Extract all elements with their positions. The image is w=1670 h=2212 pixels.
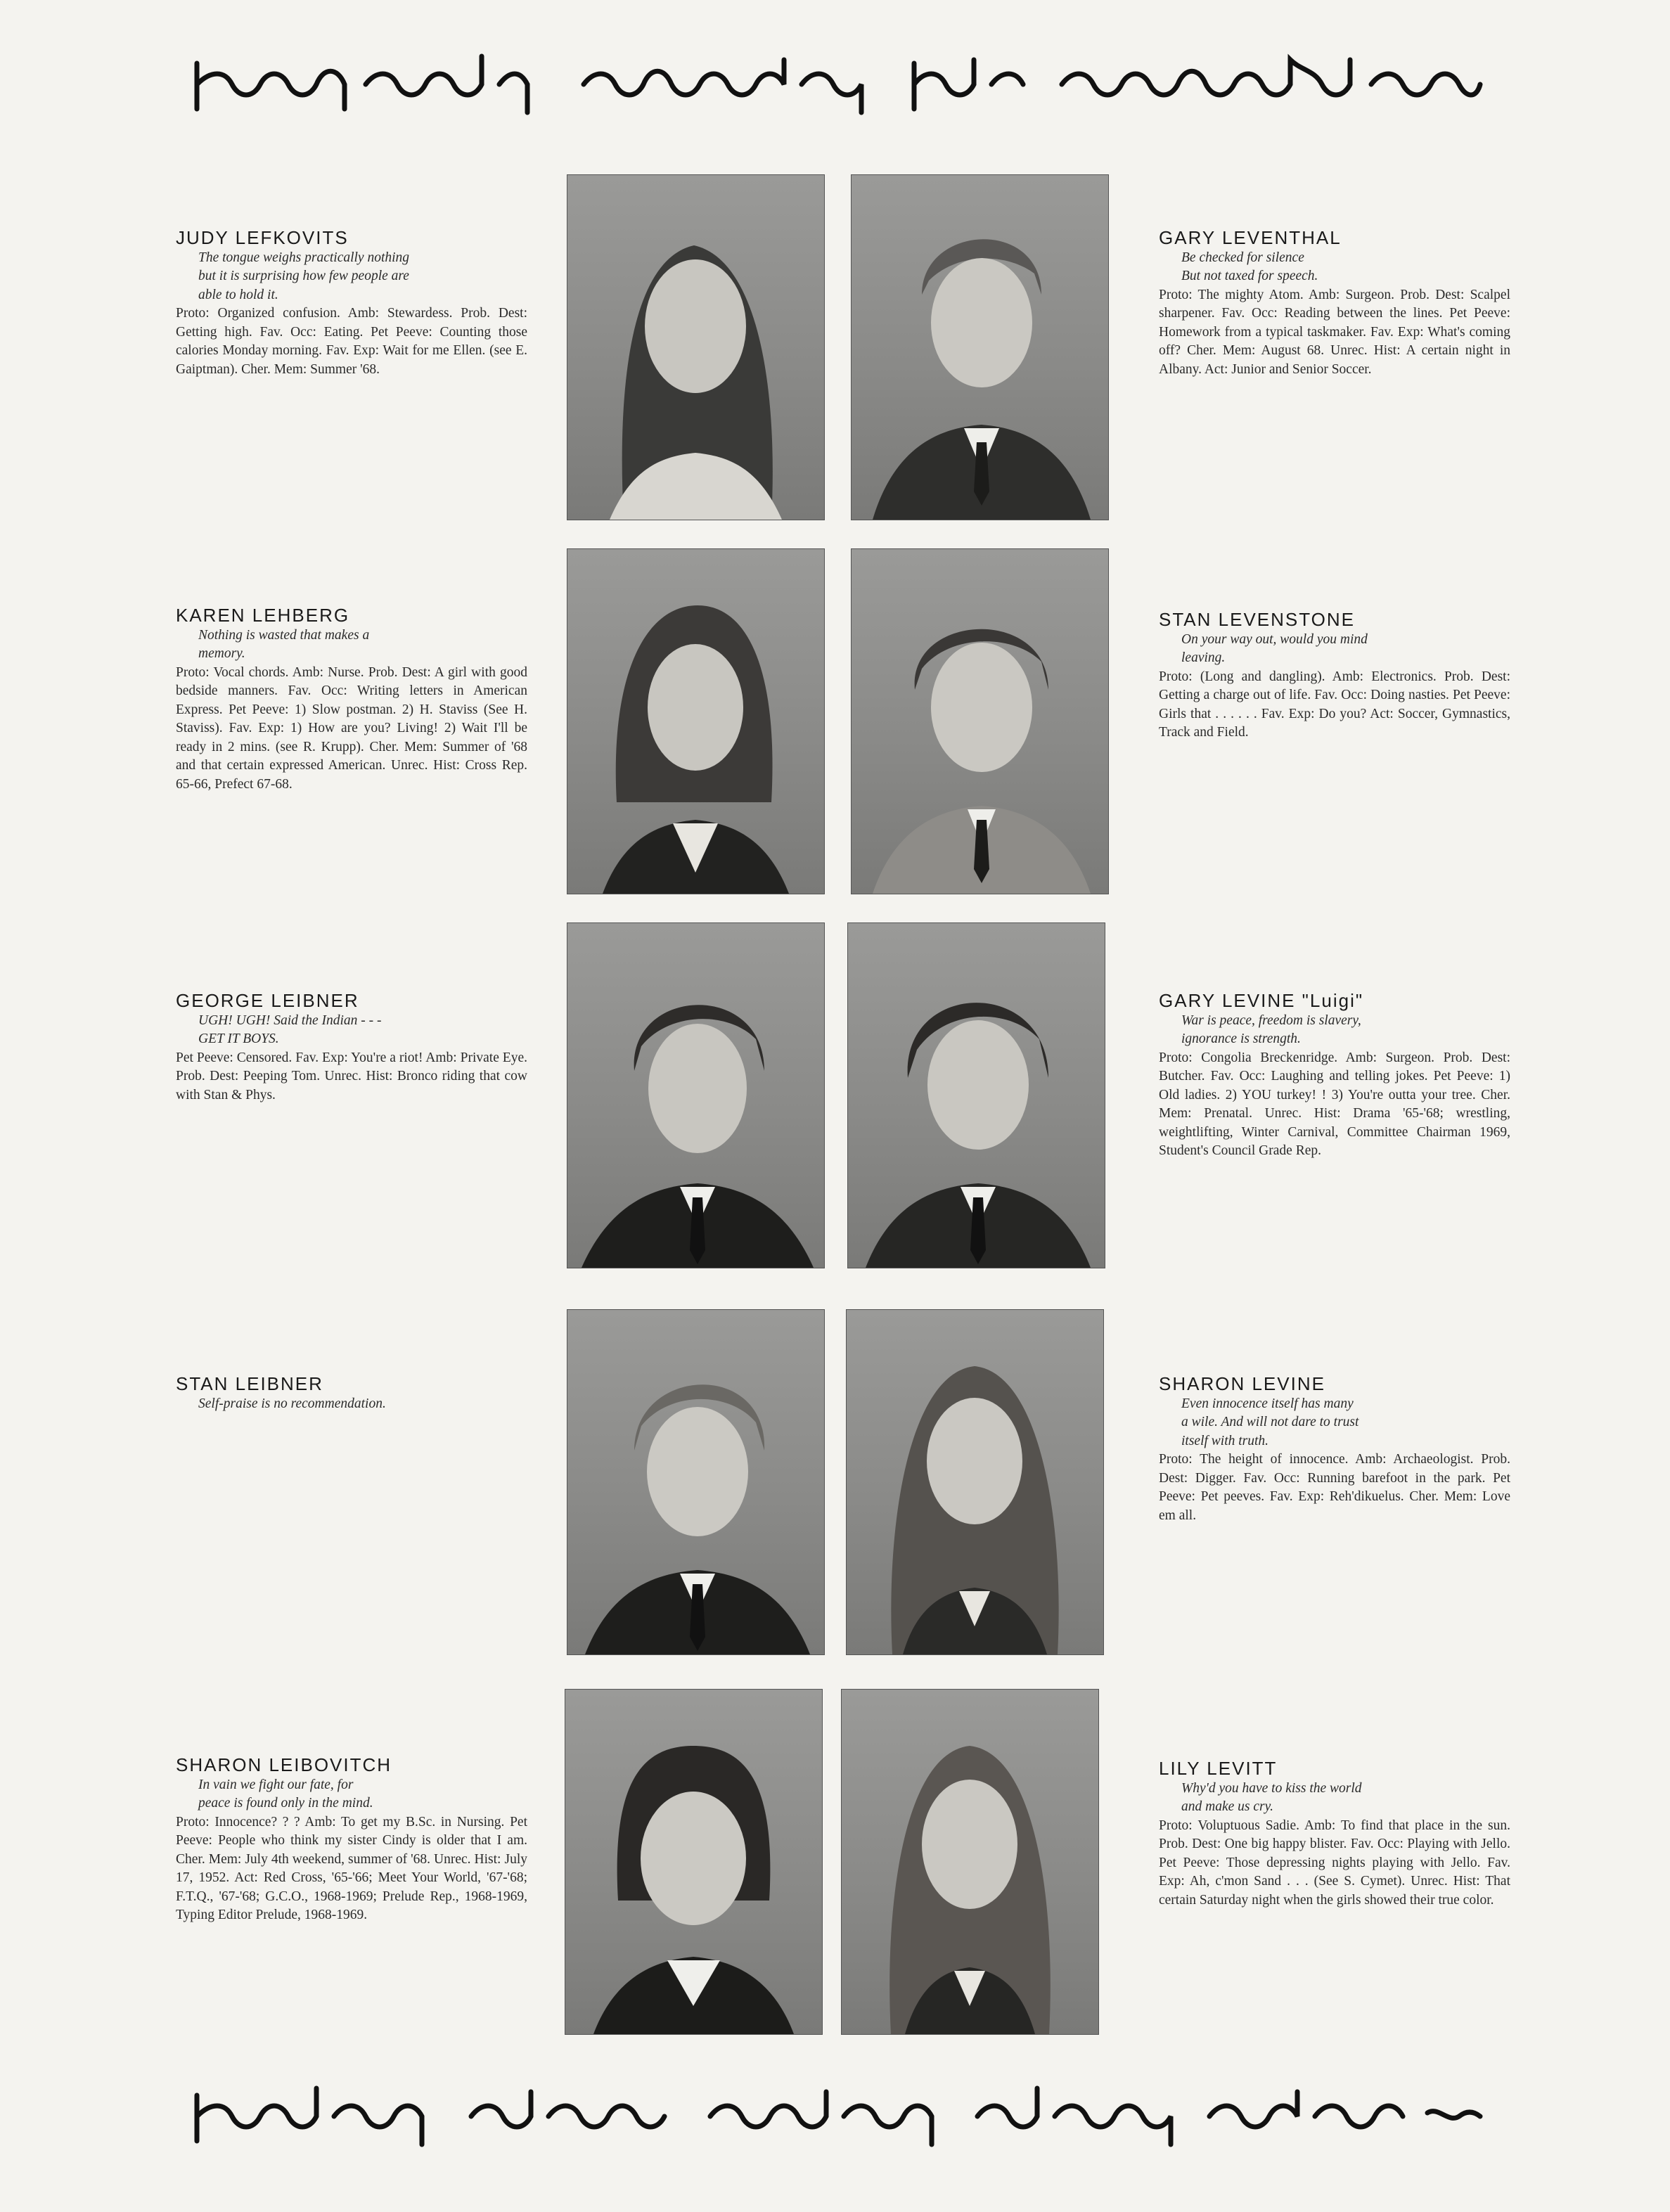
student-bio bbox=[1159, 1375, 1510, 1525]
student-name: STAN LEIBNER bbox=[176, 1373, 323, 1394]
portrait-photo bbox=[565, 1689, 823, 2035]
student-name: GARY LEVENTHAL bbox=[1159, 227, 1342, 248]
calligraphy-script-icon bbox=[190, 42, 1484, 127]
student-quote: Self-praise is no recommendation. bbox=[198, 1396, 386, 1411]
student-name: GEORGE LEIBNER bbox=[176, 990, 359, 1011]
student-bio bbox=[1159, 991, 1510, 1161]
calligraphy-banner-bottom bbox=[190, 2074, 1484, 2159]
portrait-photo bbox=[846, 1309, 1104, 1655]
student-bio bbox=[1159, 1759, 1510, 1910]
student-quote: Nothing is wasted that makes a memory. bbox=[198, 627, 370, 661]
student-bio bbox=[176, 991, 527, 1105]
portrait-photo bbox=[841, 1689, 1099, 2035]
student-details: Pet Peeve: Censored. Fav. Exp: You're a riot! Amb: Private Eye. Prob. Dest: Peeping Tom. Unrec. Hist: Bronco riding that cow with Stan & Phys. bbox=[176, 1050, 527, 1102]
student-quote: On your way out, would you mind leaving. bbox=[1181, 631, 1368, 665]
student-name: GARY LEVINE "Luigi" bbox=[1159, 990, 1364, 1011]
portrait-photo-icon bbox=[567, 549, 824, 894]
portrait-photo bbox=[847, 922, 1105, 1268]
calligraphy-script-icon bbox=[190, 2074, 1484, 2159]
student-quote: UGH! UGH! Said the Indian - - - GET IT BOYS. bbox=[198, 1012, 382, 1046]
student-quote: Why'd you have to kiss the world and make us cry. bbox=[1181, 1780, 1362, 1814]
portrait-photo-icon bbox=[565, 1690, 822, 2034]
student-details: Proto: Vocal chords. Amb: Nurse. Prob. Dest: A girl with good bedside manners. Fav. Occ: Writing letters in American Express. Pet Peeve: 1) Slow postman. 2) H. Staviss (See H. Staviss). Fav. Exp: 1) How are you? Living! 2) Wait I'll be ready in 2 mins. (see R. Krupp). Cher. Mem: Summer of '68 and that certain expressed American. Unrec. Hist: Cross Rep. 65-66, Prefect 67-68. bbox=[176, 664, 527, 792]
portrait-photo-icon bbox=[852, 549, 1108, 894]
portrait-photo bbox=[567, 922, 825, 1268]
student-details: Proto: Organized confusion. Amb: Stewardess. Prob. Dest: Getting high. Fav. Occ: Eating. Pet Peeve: Counting those calories Monday morning. Fav. Exp: Wait for me Ellen. (see E. Gaiptman). Cher. Mem: Summer '68. bbox=[176, 306, 527, 377]
portrait-photo-icon bbox=[567, 1310, 824, 1654]
student-bio bbox=[1159, 229, 1510, 379]
student-details: Proto: Congolia Breckenridge. Amb: Surgeon. Prob. Dest: Butcher. Fav. Occ: Laughing and telling jokes. Pet Peeve: 1) Old ladies. 2) YOU turkey! ! 3) You're outta your tree. Cher. Mem: Prenatal. Unrec. Hist: Drama '65-'68; wrestling, weightlifting, Winter Carnival, Committee Chairman 1969, Student's Council Grade Rep. bbox=[1159, 1050, 1510, 1158]
student-quote: In vain we fight our fate, for peace is found only in the mind. bbox=[198, 1777, 373, 1811]
student-details: Proto: The mighty Atom. Amb: Surgeon. Prob. Dest: Scalpel sharpener. Fav. Occ: Reading between the lines. Pet Peeve: Homework from a typical taskmaker. Fav. Exp: What's coming off? Cher. Mem: August 68. Unrec. Hist: A certain night in Albany. Act: Junior and Senior Soccer. bbox=[1159, 287, 1510, 377]
student-details: Proto: Voluptuous Sadie. Amb: To find that place in the sun. Prob. Dest: One big happy blister. Fav. Occ: Playing with Jello. Pet Peeve: Those depressing nights playing with Jello. Fav. Exp: Ah, c'mon Sand . . . (See S. Cymet). Unrec. Hist: That certain Saturday night when the girls showed their true color. bbox=[1159, 1818, 1510, 1908]
student-bio bbox=[176, 1375, 527, 1413]
student-bio bbox=[176, 606, 527, 794]
student-name: SHARON LEIBOVITCH bbox=[176, 1754, 392, 1775]
student-details: Proto: Innocence? ? ? Amb: To get my B.Sc. in Nursing. Pet Peeve: People who think my sister Cindy is older that I am. Cher. Mem: July 4th weekend, summer of '68. Unrec. Hist: July 17, 1952. Act: Red Cross, '65-'66; Meet Your World, '67-'68; F.T.Q., '67-'68; G.C.O., 1968-1969; Prelude Rep., 1968-1969, Typing Editor Prelude, 1968-1969. bbox=[176, 1814, 527, 1922]
student-bio bbox=[176, 229, 527, 379]
portrait-photo-icon bbox=[567, 923, 824, 1268]
student-bio bbox=[176, 1756, 527, 1925]
student-quote: Be checked for silence But not taxed for speech. bbox=[1181, 250, 1318, 283]
portrait-photo bbox=[567, 174, 825, 520]
student-name: JUDY LEFKOVITS bbox=[176, 227, 349, 248]
student-name: LILY LEVITT bbox=[1159, 1758, 1278, 1779]
student-quote: War is peace, freedom is slavery, ignorance is strength. bbox=[1181, 1012, 1361, 1046]
student-bio bbox=[1159, 610, 1510, 742]
portrait-photo-icon bbox=[852, 175, 1108, 520]
portrait-photo-icon bbox=[847, 1310, 1103, 1654]
portrait-photo-icon bbox=[842, 1690, 1098, 2034]
portrait-photo bbox=[567, 548, 825, 894]
student-details: Proto: The height of innocence. Amb: Archaeologist. Prob. Dest: Digger. Fav. Occ: Running barefoot in the park. Pet Peeve: Pet peeves. Fav. Exp: Reh'dikuelus. Cher. Mem: Love em all. bbox=[1159, 1452, 1510, 1523]
student-quote: Even innocence itself has many a wile. And will not dare to trust itself with truth. bbox=[1181, 1396, 1359, 1448]
calligraphy-banner-top bbox=[190, 42, 1484, 127]
portrait-photo bbox=[851, 174, 1109, 520]
student-name: STAN LEVENSTONE bbox=[1159, 609, 1355, 630]
student-quote: The tongue weighs practically nothing but it is surprising how few people are able to hold it. bbox=[198, 250, 410, 302]
portrait-photo bbox=[851, 548, 1109, 894]
portrait-photo bbox=[567, 1309, 825, 1655]
student-name: SHARON LEVINE bbox=[1159, 1373, 1325, 1394]
portrait-photo-icon bbox=[567, 175, 824, 520]
student-name: KAREN LEHBERG bbox=[176, 605, 350, 626]
student-details: Proto: (Long and dangling). Amb: Electronics. Prob. Dest: Getting a charge out of life. Fav. Occ: Doing nasties. Pet Peeve: Girls that . . . . . . Fav. Exp: Do you? Act: Soccer, Gymnastics, Track and Field. bbox=[1159, 669, 1510, 740]
portrait-photo-icon bbox=[848, 923, 1105, 1268]
